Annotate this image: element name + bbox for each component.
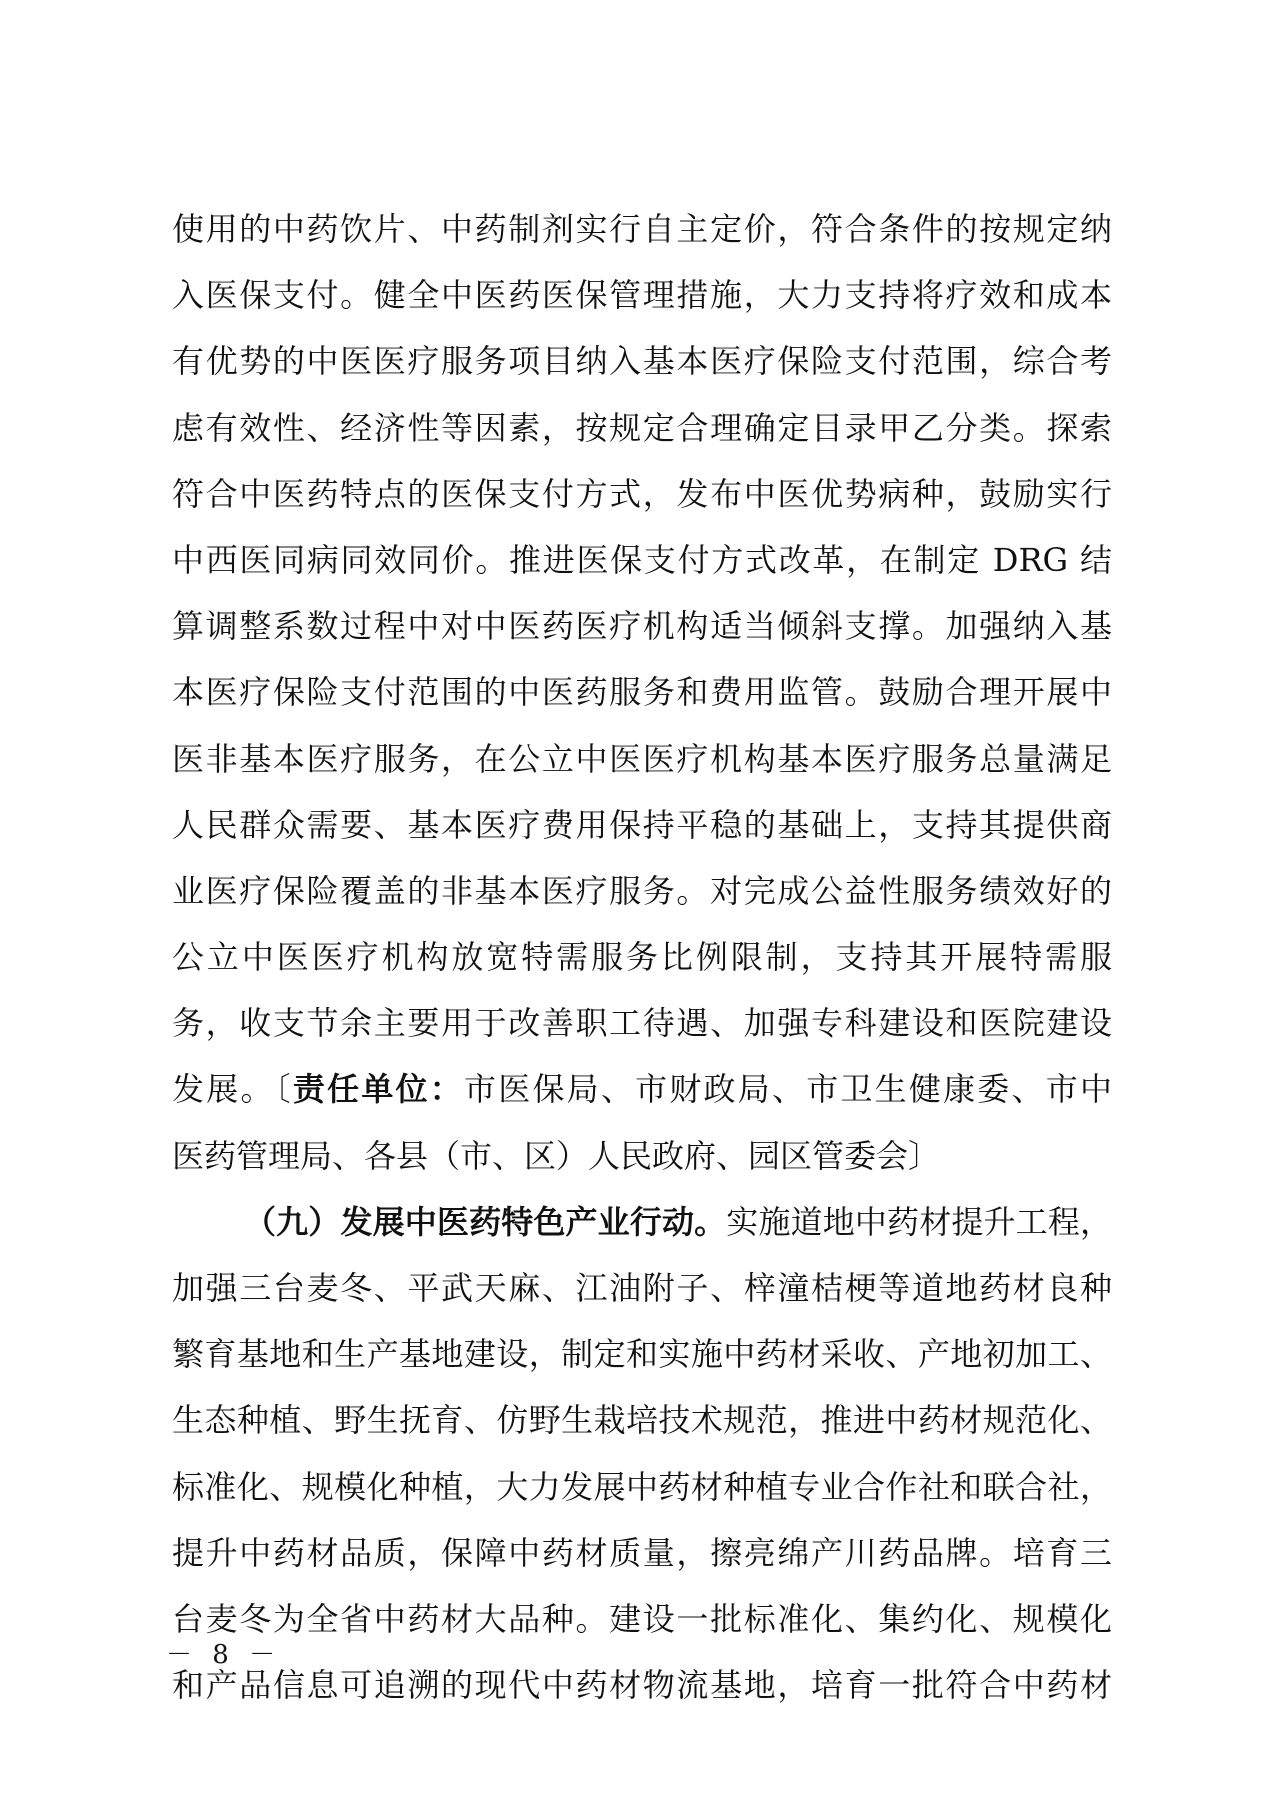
text-line: 虑有效性、经济性等因素，按规定合理确定目录甲乙分类。探索 [172, 408, 1112, 447]
text-line: 本医疗保险支付范围的中医药服务和费用监管。鼓励合理开展中 [172, 673, 1112, 712]
text-line: 中西医同病同效同价。推进医保支付方式改革，在制定 DRG 结 [172, 540, 1112, 579]
text-span: 发展。〔 [172, 1070, 293, 1109]
page-number: － 8 － [166, 1640, 282, 1670]
text-line: 医非基本医疗服务，在公立中医医疗机构基本医疗服务总量满足 [172, 739, 1112, 778]
text-line: 生态种植、野生抚育、仿野生栽培技术规范，推进中药材规范化、 [172, 1401, 1112, 1440]
text-line: 入医保支付。健全中医药医保管理措施，大力支持将疗效和成本 [172, 276, 1112, 315]
text-line: 台麦冬为全省中药材大品种。建设一批标准化、集约化、规模化 [172, 1599, 1112, 1638]
text-line: 业医疗保险覆盖的非基本医疗服务。对完成公益性服务绩效好的 [172, 871, 1112, 910]
responsibility-label: 责任单位： [292, 1070, 464, 1109]
section-heading: （九）发展中医药特色产业行动。 [244, 1202, 727, 1241]
text-line: 算调整系数过程中对中医药医疗机构适当倾斜支撑。加强纳入基 [172, 607, 1112, 646]
text-line: 有优势的中医医疗服务项目纳入基本医疗保险支付范围，综合考 [172, 342, 1112, 381]
text-span: 市医保局、市财政局、市卫生健康委、市中 [464, 1070, 1112, 1109]
text-line: 公立中医医疗机构放宽特需服务比例限制，支持其开展特需服 [172, 938, 1112, 977]
text-line: 提升中药材品质，保障中药材质量，擦亮绵产川药品牌。培育三 [172, 1533, 1112, 1572]
text-line: 符合中医药特点的医保支付方式，发布中医优势病种，鼓励实行 [172, 474, 1112, 513]
section-heading-line [172, 1203, 1112, 1269]
text-line: 使用的中药饮片、中药制剂实行自主定价，符合条件的按规定纳 [172, 210, 1112, 248]
responsibility-line [172, 1070, 1112, 1136]
text-line: 加强三台麦冬、平武天麻、江油附子、梓潼桔梗等道地药材良种 [172, 1269, 1112, 1307]
text-span: 实施道地中药材提升工程， [726, 1202, 1112, 1241]
text-line: 和产品信息可追溯的现代中药材物流基地，培育一批符合中药材 [172, 1666, 1112, 1705]
text-line: 标准化、规模化种植，大力发展中药材种植专业合作社和联合社， [172, 1467, 1112, 1506]
text-line: 繁育基地和生产基地建设，制定和实施中药材采收、产地初加工、 [172, 1335, 1112, 1374]
text-line: 务，收支节余主要用于改善职工待遇、加强专科建设和医院建设 [172, 1004, 1112, 1043]
body-text [172, 210, 1112, 1732]
text-line: 医药管理局、各县（市、区）人民政府、园区管委会〕 [172, 1136, 941, 1175]
text-line: 人民群众需要、基本医疗费用保持平稳的基础上，支持其提供商 [172, 805, 1112, 844]
